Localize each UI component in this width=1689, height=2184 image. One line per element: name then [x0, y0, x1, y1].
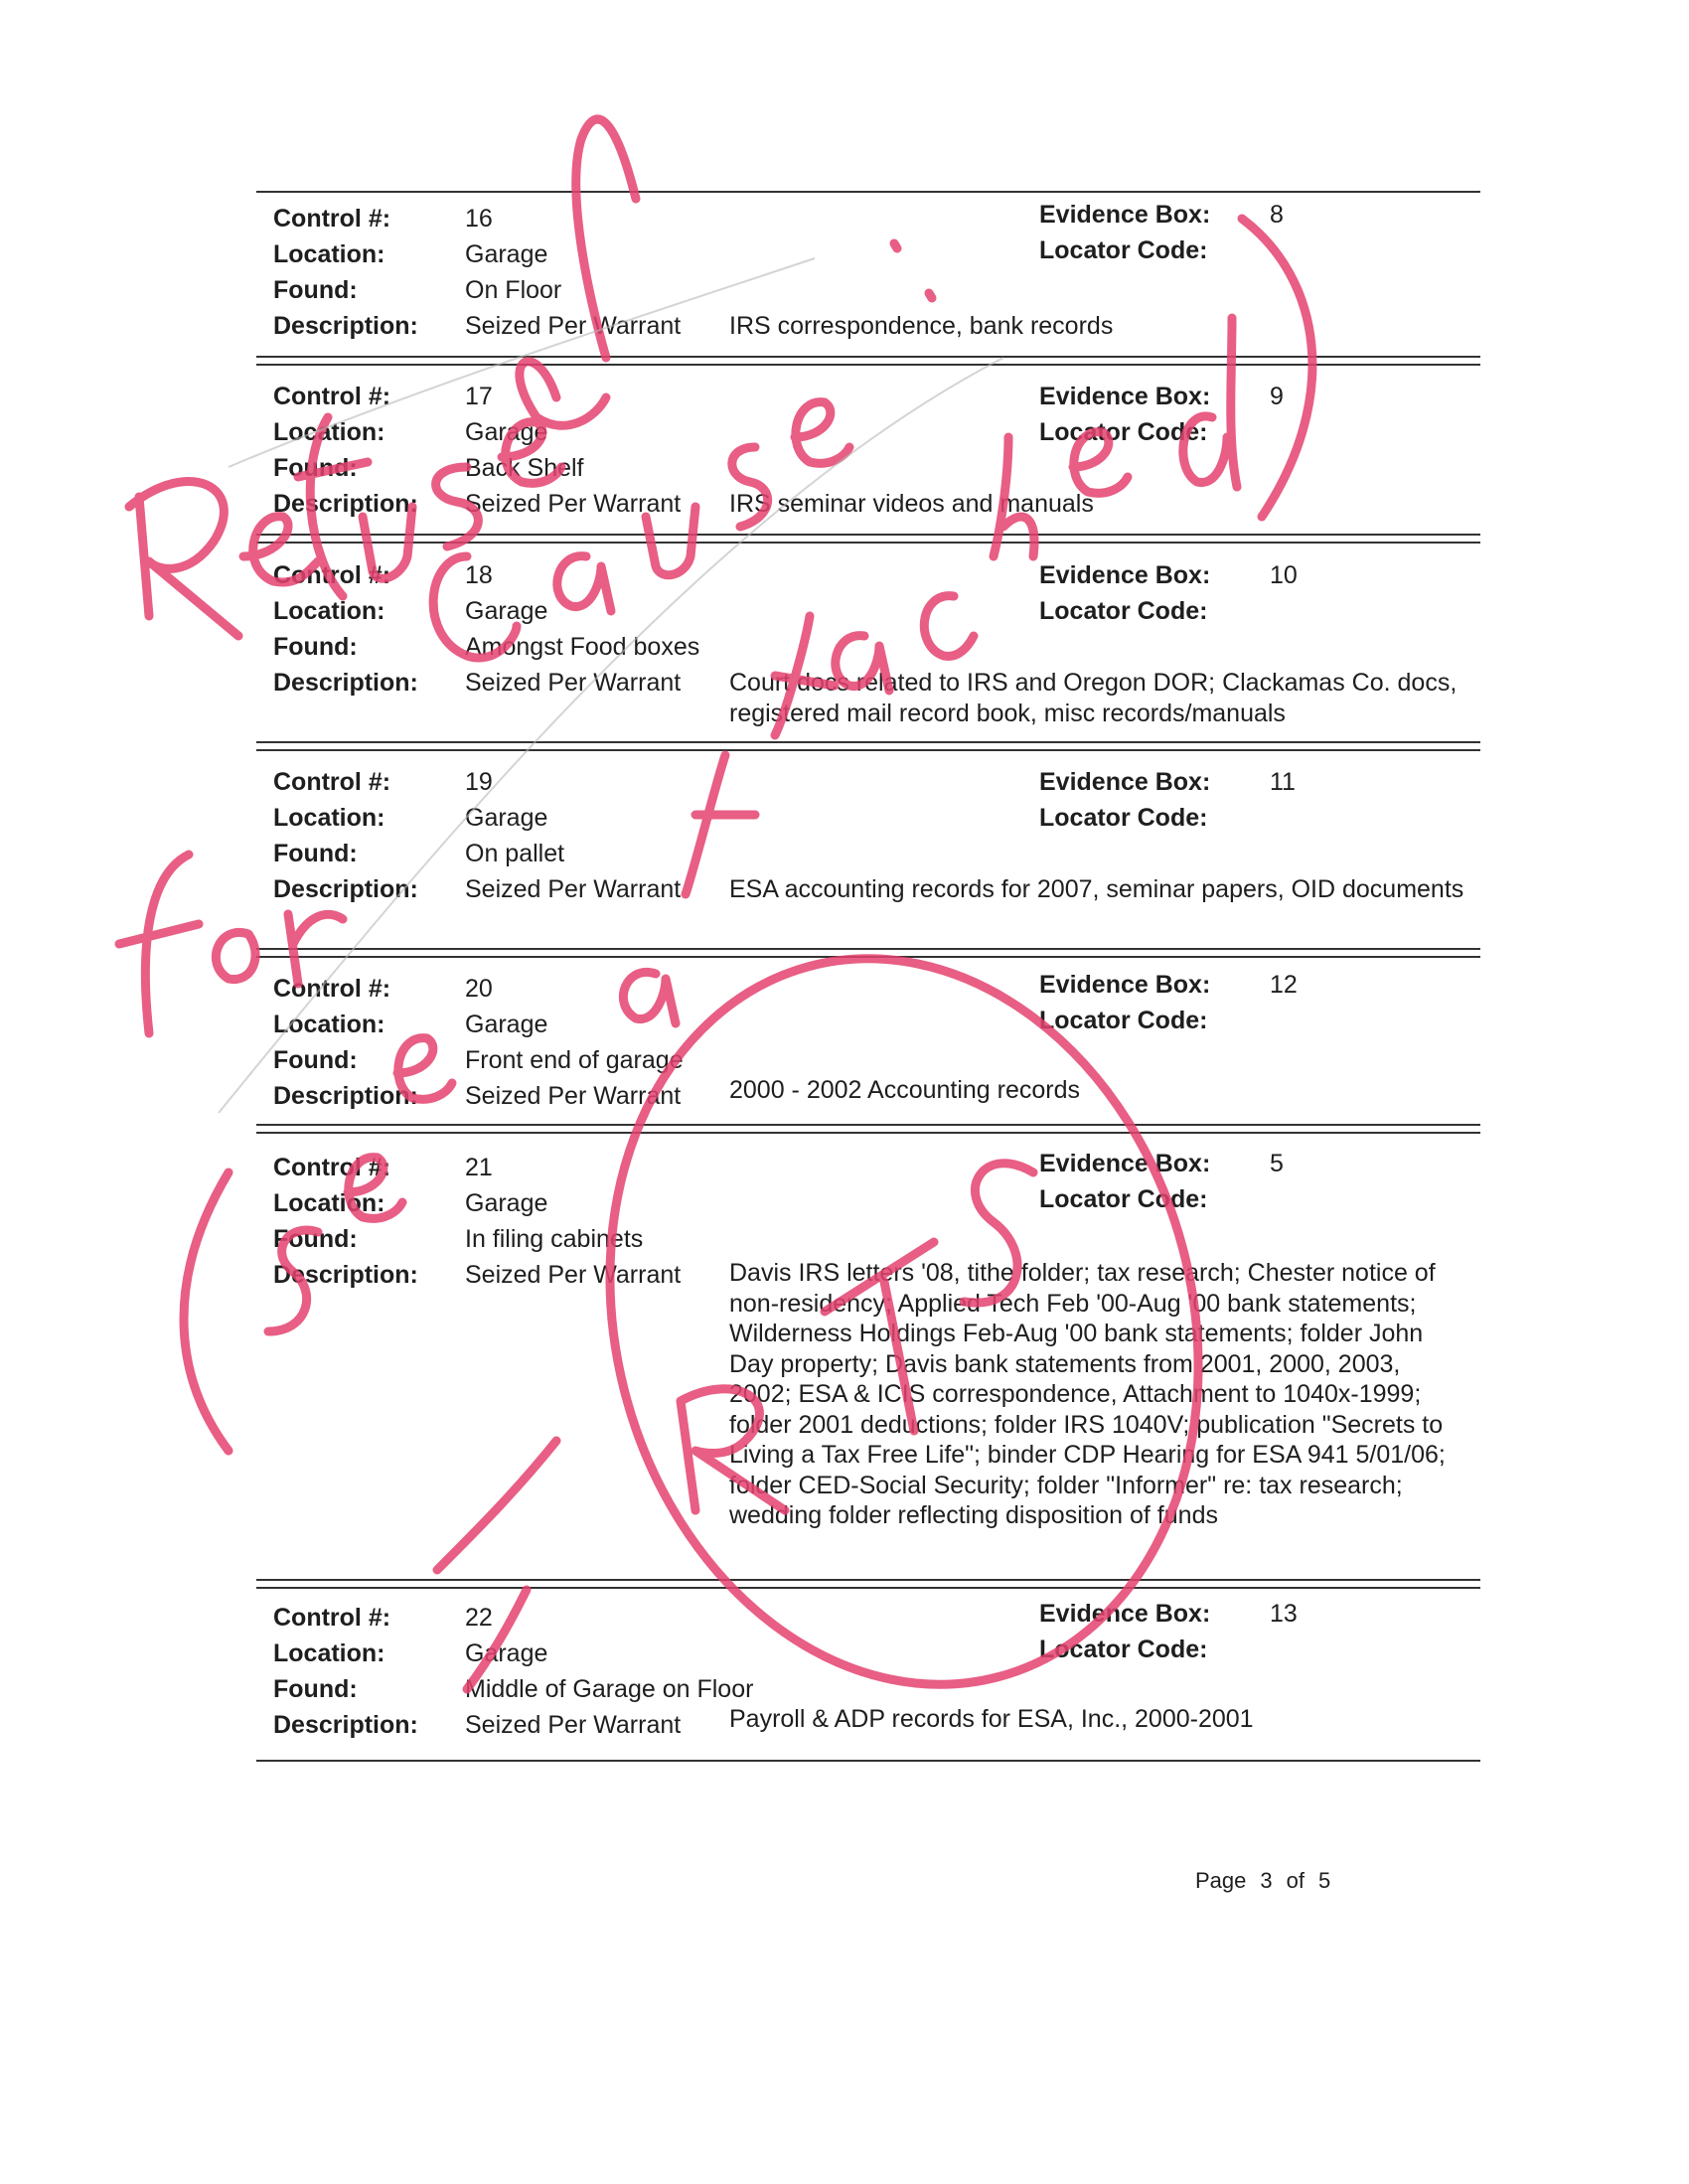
locator-code-label: Locator Code: [1039, 418, 1208, 446]
control-value: 18 [465, 561, 493, 589]
disposition-value: Seized Per Warrant [465, 669, 682, 697]
page-label: Page [1195, 1868, 1247, 1893]
disposition-value: Seized Per Warrant [465, 490, 682, 518]
location-label: Location: [273, 597, 385, 625]
description-label: Description: [273, 875, 418, 903]
location-label: Location: [273, 1639, 385, 1667]
top-rule [256, 191, 1480, 193]
divider-rule [256, 948, 1480, 958]
page-total: 5 [1318, 1868, 1331, 1893]
page-number-footer [1195, 1868, 1344, 1894]
control-value: 16 [465, 205, 493, 233]
found-label: Found: [273, 276, 358, 304]
control-value: 17 [465, 383, 493, 410]
evidence-box-value: 10 [1270, 561, 1298, 589]
location-value: Garage [465, 1189, 548, 1217]
divider-rule [256, 534, 1480, 544]
found-value: Amongst Food boxes [465, 633, 700, 661]
evidence-box-label: Evidence Box: [1039, 201, 1211, 229]
location-label: Location: [273, 240, 385, 268]
evidence-box-label: Evidence Box: [1039, 1150, 1211, 1177]
evidence-box-value: 11 [1270, 768, 1296, 796]
locator-code-label: Locator Code: [1039, 1636, 1208, 1663]
found-label: Found: [273, 1046, 358, 1074]
control-value: 22 [465, 1604, 493, 1632]
control-label: Control #: [273, 975, 391, 1003]
locator-code-label: Locator Code: [1039, 597, 1208, 625]
location-label: Location: [273, 1189, 385, 1217]
control-value: 20 [465, 975, 493, 1003]
evidence-box-value: 9 [1270, 383, 1284, 410]
description-value: 2000 - 2002 Accounting records [729, 1076, 1081, 1104]
description-label: Description: [273, 669, 418, 697]
location-value: Garage [465, 240, 548, 268]
found-label: Found: [273, 1225, 358, 1253]
found-label: Found: [273, 840, 358, 867]
found-value: In filing cabinets [465, 1225, 644, 1253]
location-value: Garage [465, 418, 548, 446]
evidence-box-value: 13 [1270, 1600, 1298, 1628]
description-label: Description: [273, 312, 418, 340]
location-label: Location: [273, 1011, 385, 1038]
location-value: Garage [465, 1639, 548, 1667]
divider-rule [256, 1124, 1480, 1134]
found-value: On Floor [465, 276, 562, 304]
found-value: Front end of garage [465, 1046, 684, 1074]
found-value: On pallet [465, 840, 565, 867]
evidence-box-label: Evidence Box: [1039, 971, 1211, 999]
control-value: 21 [465, 1154, 493, 1181]
evidence-box-label: Evidence Box: [1039, 768, 1211, 796]
refused-stroke [139, 497, 149, 616]
evidence-box-label: Evidence Box: [1039, 561, 1211, 589]
description-value: ESA accounting records for 2007, seminar papers, OID documents [729, 875, 1464, 903]
control-label: Control #: [273, 205, 391, 233]
evidence-box-label: Evidence Box: [1039, 1600, 1211, 1628]
location-value: Garage [465, 597, 548, 625]
divider-rule [256, 741, 1480, 751]
disposition-value: Seized Per Warrant [465, 312, 682, 340]
page-number: 3 [1260, 1868, 1273, 1893]
found-label: Found: [273, 454, 358, 482]
evidence-box-label: Evidence Box: [1039, 383, 1211, 410]
divider-rule [256, 356, 1480, 366]
found-value: Middle of Garage on Floor [465, 1675, 754, 1703]
location-value: Garage [465, 804, 548, 832]
bottom-rule [256, 1760, 1480, 1762]
description-label: Description: [273, 1261, 418, 1289]
description-value: Payroll & ADP records for ESA, Inc., 2000-2001 [729, 1705, 1254, 1733]
description-value: Davis IRS letters '08, tithe folder; tax research; Chester notice of non-residency; Applied Tech Feb '00-Aug '00 bank statements; Wilderness Holdings Feb-Aug '00 bank statements; folder John Day property; Davis bank statements from 2001, 2000, 2003, 2002; ESA & ICIS correspondence, Attachment to 1040x-1999; folder 2001 deductions; folder IRS 1040V; publication "Secrets to Living a Tax Free Life"; binder CDP Hearing for ESA 941 5/01/06; folder CED-Social Security; folder "Informer" re: tax research; wedding folder reflecting disposition of funds [729, 1259, 1446, 1529]
found-label: Found: [273, 633, 358, 661]
evidence-box-value: 8 [1270, 201, 1284, 229]
disposition-value: Seized Per Warrant [465, 875, 682, 903]
description-label: Description: [273, 1082, 418, 1110]
control-label: Control #: [273, 561, 391, 589]
description-value: IRS correspondence, bank records [729, 312, 1114, 340]
control-value: 19 [465, 768, 493, 796]
description-label: Description: [273, 1711, 418, 1739]
locator-code-label: Locator Code: [1039, 1007, 1208, 1034]
of-label: of [1286, 1868, 1305, 1893]
description-value: IRS seminar videos and manuals [729, 490, 1094, 518]
disposition-value: Seized Per Warrant [465, 1082, 682, 1110]
found-value: Back Shelf [465, 454, 584, 482]
control-label: Control #: [273, 1604, 391, 1632]
control-label: Control #: [273, 768, 391, 796]
disposition-value: Seized Per Warrant [465, 1261, 682, 1289]
location-label: Location: [273, 804, 385, 832]
found-label: Found: [273, 1675, 358, 1703]
evidence-box-value: 12 [1270, 971, 1298, 999]
location-label: Location: [273, 418, 385, 446]
locator-code-label: Locator Code: [1039, 804, 1208, 832]
description-value: Court docs related to IRS and Oregon DOR; Clackamas Co. docs, registered mail record book, misc records/manuals [729, 669, 1458, 727]
control-label: Control #: [273, 383, 391, 410]
evidence-box-value: 5 [1270, 1150, 1284, 1177]
divider-rule [256, 1579, 1480, 1589]
description-label: Description: [273, 490, 418, 518]
locator-code-label: Locator Code: [1039, 236, 1208, 264]
control-label: Control #: [273, 1154, 391, 1181]
disposition-value: Seized Per Warrant [465, 1711, 682, 1739]
locator-code-label: Locator Code: [1039, 1185, 1208, 1213]
location-value: Garage [465, 1011, 548, 1038]
